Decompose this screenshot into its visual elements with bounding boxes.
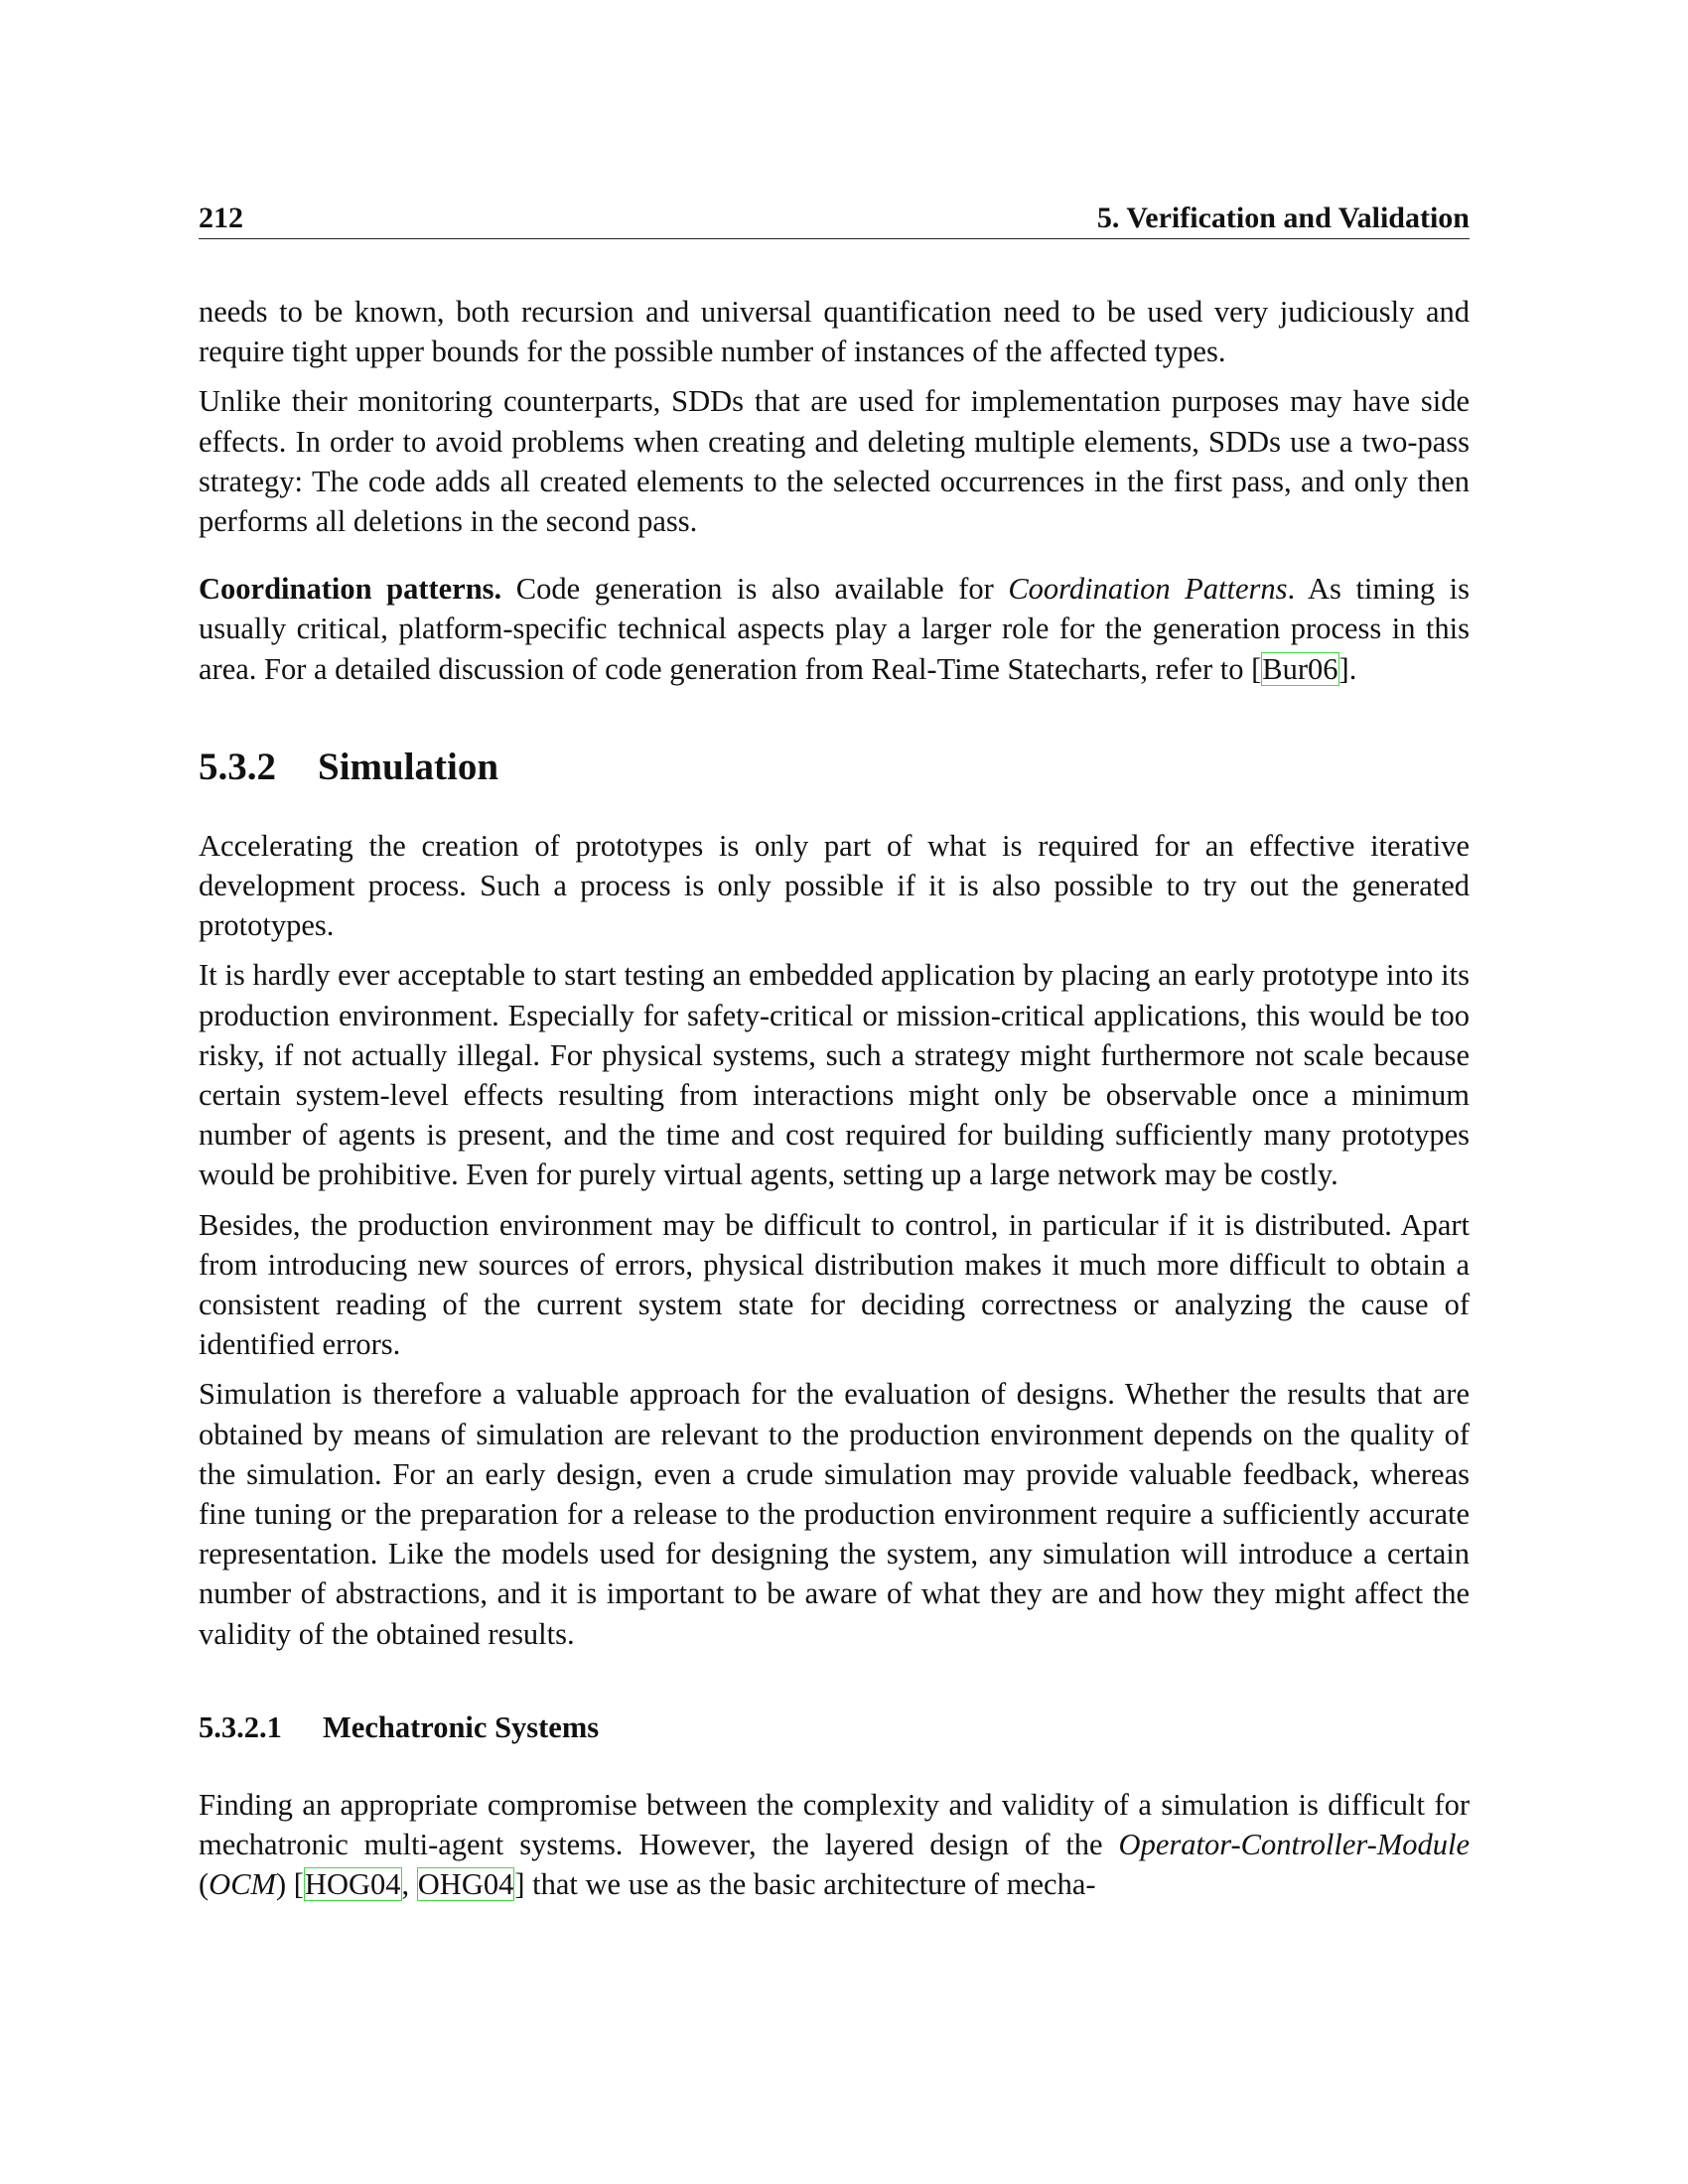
paragraph-mechatronic bbox=[199, 1785, 1470, 1905]
text-span: . bbox=[1348, 651, 1357, 686]
text-span: ) bbox=[275, 1867, 294, 1902]
italic-term: OCM bbox=[209, 1867, 276, 1902]
chapter-title: 5. Verification and Validation bbox=[1096, 202, 1470, 234]
bracket: ] bbox=[514, 1867, 525, 1902]
text-span: , bbox=[401, 1867, 417, 1902]
paragraph: It is hardly ever acceptable to start testing an embedded application by placing an early prototype into its production environment. Especially for safety-critical or mission-critical applications, this would be too risky, if not actually illegal. For physical systems, such a strategy might furthermore not scale because certain system-level effects resulting from interactions might only be observable once a minimum number of agents is present, and the time and cost required for building sufficiently many prototypes would be prohibitive. Even for purely virtual agents, setting up a large network may be costly. bbox=[199, 958, 1470, 1192]
section-heading bbox=[199, 745, 1470, 790]
italic-term: Coordination Patterns bbox=[1008, 572, 1288, 607]
subsubsection-number: 5.3.2.1 bbox=[199, 1709, 282, 1744]
run-in-heading: Coordination patterns. bbox=[199, 572, 502, 607]
text-span: Code generation is also available for bbox=[501, 572, 1009, 607]
text-span: ( bbox=[199, 1867, 210, 1902]
text-span: . As timing is usually critical, platform-specific technical aspects play a larger role for the generation process in this area. For a detailed discussion of code generation from Real-Time Statecharts, refer to bbox=[199, 572, 1470, 686]
page-number: 212 bbox=[199, 202, 243, 234]
bracket: [ bbox=[1251, 651, 1262, 686]
citation-link[interactable]: HOG04 bbox=[304, 1867, 401, 1902]
citation-link[interactable]: Bur06 bbox=[1262, 651, 1338, 686]
section-title: Simulation bbox=[318, 745, 499, 788]
paragraph: needs to be known, both recursion and universal quantification need to be used very judiciously and require tight upper bounds for the possible number of instances of the affected types. bbox=[199, 295, 1470, 369]
text-span: that we use as the basic architecture of mecha- bbox=[524, 1867, 1096, 1902]
paragraph: Accelerating the creation of prototypes is only part of what is required for an effective iterative development process. Such a process is only possible if it is also possible to try out the generated prototypes. bbox=[199, 828, 1470, 943]
subsubsection-heading bbox=[199, 1707, 1470, 1747]
text-span: Finding an appropriate compromise between the complexity and validity of a simulation is difficult for mechatronic multi-agent systems. However, the layered design of the bbox=[199, 1787, 1470, 1862]
paragraph-coordination-patterns bbox=[199, 569, 1470, 689]
paragraph: Besides, the production environment may be difficult to control, in particular if it is distributed. Apart from introducing new sources of errors, physical distribution makes it much more difficult to obtain a consistent reading of the current system state for deciding correctness or analyzing the cause of identified errors. bbox=[199, 1207, 1470, 1362]
body-text bbox=[199, 292, 1470, 1915]
citation-link[interactable]: OHG04 bbox=[417, 1867, 514, 1902]
paragraph: Unlike their monitoring counterparts, SDDs that are used for implementation purposes may have side effects. In order to avoid problems when creating and deleting multiple elements, SDDs use a two-pass strategy: The code adds all created elements to the selected occurrences in the first pass, and only then performs all deletions in the second pass. bbox=[199, 384, 1470, 539]
subsubsection-title: Mechatronic Systems bbox=[323, 1709, 600, 1744]
running-header bbox=[199, 195, 1470, 239]
section-number: 5.3.2 bbox=[199, 745, 276, 788]
bracket: [ bbox=[293, 1867, 304, 1902]
italic-term: Operator-Controller-Module bbox=[1118, 1828, 1470, 1862]
paragraph: Simulation is therefore a valuable approach for the evaluation of designs. Whether the results that are obtained by means of simulation are relevant to the production environment depends on the quality of the simulation. For an early design, even a crude simulation may provide valuable feedback, whereas fine tuning or the preparation for a release to the production environment require a sufficiently accurate representation. Like the models used for designing the system, any simulation will introduce a certain number of abstractions, and it is important to be aware of what they are and how they might affect the validity of the obtained results. bbox=[199, 1377, 1470, 1651]
bracket: ] bbox=[1338, 651, 1349, 686]
